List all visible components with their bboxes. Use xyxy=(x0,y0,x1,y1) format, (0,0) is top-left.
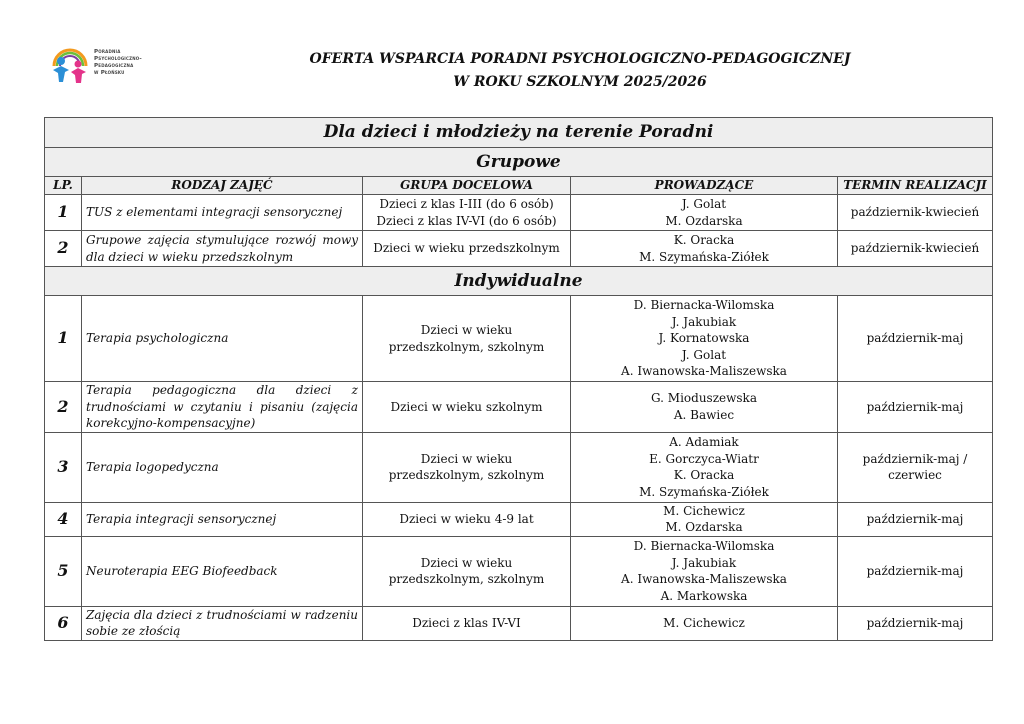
row-number: 2 xyxy=(45,231,82,267)
cell-line: Dzieci w wieku 4-9 lat xyxy=(399,511,534,526)
term xyxy=(838,536,993,606)
table-row xyxy=(45,536,993,606)
logo-icon xyxy=(48,44,94,88)
logo-line: w Płońsku xyxy=(94,70,125,76)
cell-line: J. Kornatowska xyxy=(658,331,750,346)
column-header: LP. xyxy=(45,177,82,195)
activity-name: Grupowe zajęcia stymulujące rozwój mowy dla dzieci w wieku przedszkolnym xyxy=(82,231,363,267)
column-header: PROWADZĄCE xyxy=(571,177,838,195)
cell-line: J. Jakubiak xyxy=(671,314,737,329)
term xyxy=(838,195,993,231)
activity-name: Terapia integracji sensorycznej xyxy=(82,502,363,536)
cell-line: Dzieci z klas IV-VI (do 6 osób) xyxy=(376,213,557,228)
cell-line: październik-kwiecień xyxy=(850,241,980,256)
cell-line: M. Ozdarska xyxy=(665,520,743,534)
activity-name: Terapia psychologiczna xyxy=(82,296,363,382)
column-header: TERMIN REALIZACJI xyxy=(838,177,993,195)
cell-line: A. Bawiec xyxy=(673,407,735,422)
table-row xyxy=(45,231,993,267)
column-header: GRUPA DOCELOWA xyxy=(363,177,571,195)
row-number: 5 xyxy=(45,536,82,606)
section-title: Indywidualne xyxy=(45,267,993,296)
row-number: 1 xyxy=(45,296,82,382)
cell-line: przedszkolnym, szkolnym xyxy=(388,339,545,354)
leaders xyxy=(571,195,838,231)
cell-line: D. Biernacka-Wilomska xyxy=(633,298,775,313)
cell-line: A. Iwanowska-Maliszewska xyxy=(621,364,787,379)
section-title-row xyxy=(45,267,993,296)
cell-line: październik-maj xyxy=(866,399,964,414)
table-row xyxy=(45,296,993,382)
cell-line: A. Adamiak xyxy=(669,435,739,449)
cell-line: J. Golat xyxy=(681,197,727,211)
logo-line: Pedagogiczna xyxy=(94,63,134,69)
target-group xyxy=(363,231,571,267)
table-row xyxy=(45,606,993,640)
cell-line: M. Szymańska-Ziółek xyxy=(639,484,769,499)
cell-line: J. Jakubiak xyxy=(671,555,737,570)
logo-line: Poradnia xyxy=(94,49,121,55)
term xyxy=(838,606,993,640)
cell-line: Dzieci w wieku przedszkolnym xyxy=(373,241,560,256)
row-number: 3 xyxy=(45,432,82,502)
table-row xyxy=(45,502,993,536)
cell-line: D. Biernacka-Wilomska xyxy=(633,539,775,553)
row-number: 1 xyxy=(45,195,82,231)
term xyxy=(838,432,993,502)
leaders xyxy=(571,432,838,502)
leaders xyxy=(571,382,838,433)
document-title xyxy=(200,48,960,94)
term xyxy=(838,296,993,382)
leaders xyxy=(571,502,838,536)
target-group xyxy=(363,432,571,502)
activity-name: Terapia pedagogiczna dla dzieci z trudnościami w czytaniu i pisaniu (zajęcia korekcyjno-kompensacyjne) xyxy=(82,382,363,433)
cell-line: A. Markowska xyxy=(660,588,748,603)
table-heading-row xyxy=(45,118,993,148)
cell-line: Dzieci w wieku szkolnym xyxy=(390,399,543,414)
cell-line: E. Gorczyca-Wiatr xyxy=(649,451,759,466)
leaders xyxy=(571,231,838,267)
section-title: Grupowe xyxy=(45,148,993,177)
cell-line: Dzieci w wieku xyxy=(420,323,513,337)
cell-line: M. Cichewicz xyxy=(663,503,745,518)
target-group xyxy=(363,195,571,231)
row-number: 2 xyxy=(45,382,82,433)
activity-name: TUS z elementami integracji sensorycznej xyxy=(82,195,363,231)
cell-line: Dzieci z klas I-III (do 6 osób) xyxy=(379,197,554,211)
target-group xyxy=(363,502,571,536)
row-number: 4 xyxy=(45,502,82,536)
logo xyxy=(48,44,188,88)
term xyxy=(838,231,993,267)
table-heading: Dla dzieci i młodzieży na terenie Poradni xyxy=(45,118,993,148)
term xyxy=(838,382,993,433)
title-line-1: OFERTA WSPARCIA PORADNI PSYCHOLOGICZNO-PEDAGOGICZNEJ xyxy=(309,51,851,67)
table-row xyxy=(45,195,993,231)
row-number: 6 xyxy=(45,606,82,640)
cell-line: J. Golat xyxy=(681,347,727,362)
cell-line: październik-maj xyxy=(866,511,964,526)
column-header: RODZAJ ZAJĘĆ xyxy=(82,177,363,195)
cell-line: październik-maj xyxy=(866,563,964,578)
cell-line: M. Cichewicz xyxy=(663,615,745,630)
title-line-2: W ROKU SZKOLNYM 2025/2026 xyxy=(453,74,707,90)
cell-line: Dzieci w wieku xyxy=(420,555,513,570)
section-title-row xyxy=(45,148,993,177)
leaders xyxy=(571,606,838,640)
target-group xyxy=(363,536,571,606)
column-header-row xyxy=(45,177,993,195)
activity-name: Zajęcia dla dzieci z trudnościami w radzeniu sobie ze złością xyxy=(82,606,363,640)
logo-text xyxy=(94,49,194,77)
cell-line: M. Ozdarska xyxy=(665,213,743,228)
activity-name: Terapia logopedyczna xyxy=(82,432,363,502)
leaders xyxy=(571,296,838,382)
cell-line: październik-kwiecień xyxy=(850,205,980,220)
cell-line: Dzieci z klas IV-VI xyxy=(412,615,521,630)
target-group xyxy=(363,382,571,433)
leaders xyxy=(571,536,838,606)
cell-line: Dzieci w wieku xyxy=(420,451,513,466)
cell-line: październik-maj xyxy=(866,331,964,346)
offer-table xyxy=(44,117,993,641)
activity-name: Neuroterapia EEG Biofeedback xyxy=(82,536,363,606)
cell-line: czerwiec xyxy=(888,468,942,482)
target-group xyxy=(363,606,571,640)
cell-line: M. Szymańska-Ziółek xyxy=(639,249,769,264)
cell-line: G. Mioduszewska xyxy=(651,391,757,406)
cell-line: październik-maj / xyxy=(862,451,968,466)
table-row xyxy=(45,382,993,433)
cell-line: październik-maj xyxy=(866,615,964,630)
target-group xyxy=(363,296,571,382)
cell-line: przedszkolnym, szkolnym xyxy=(388,468,545,482)
cell-line: K. Oracka xyxy=(673,233,735,247)
table-row xyxy=(45,432,993,502)
logo-line: Psychologiczno- xyxy=(94,56,142,62)
cell-line: A. Iwanowska-Maliszewska xyxy=(621,572,787,586)
cell-line: K. Oracka xyxy=(673,468,735,482)
cell-line: przedszkolnym, szkolnym xyxy=(388,572,545,586)
term xyxy=(838,502,993,536)
